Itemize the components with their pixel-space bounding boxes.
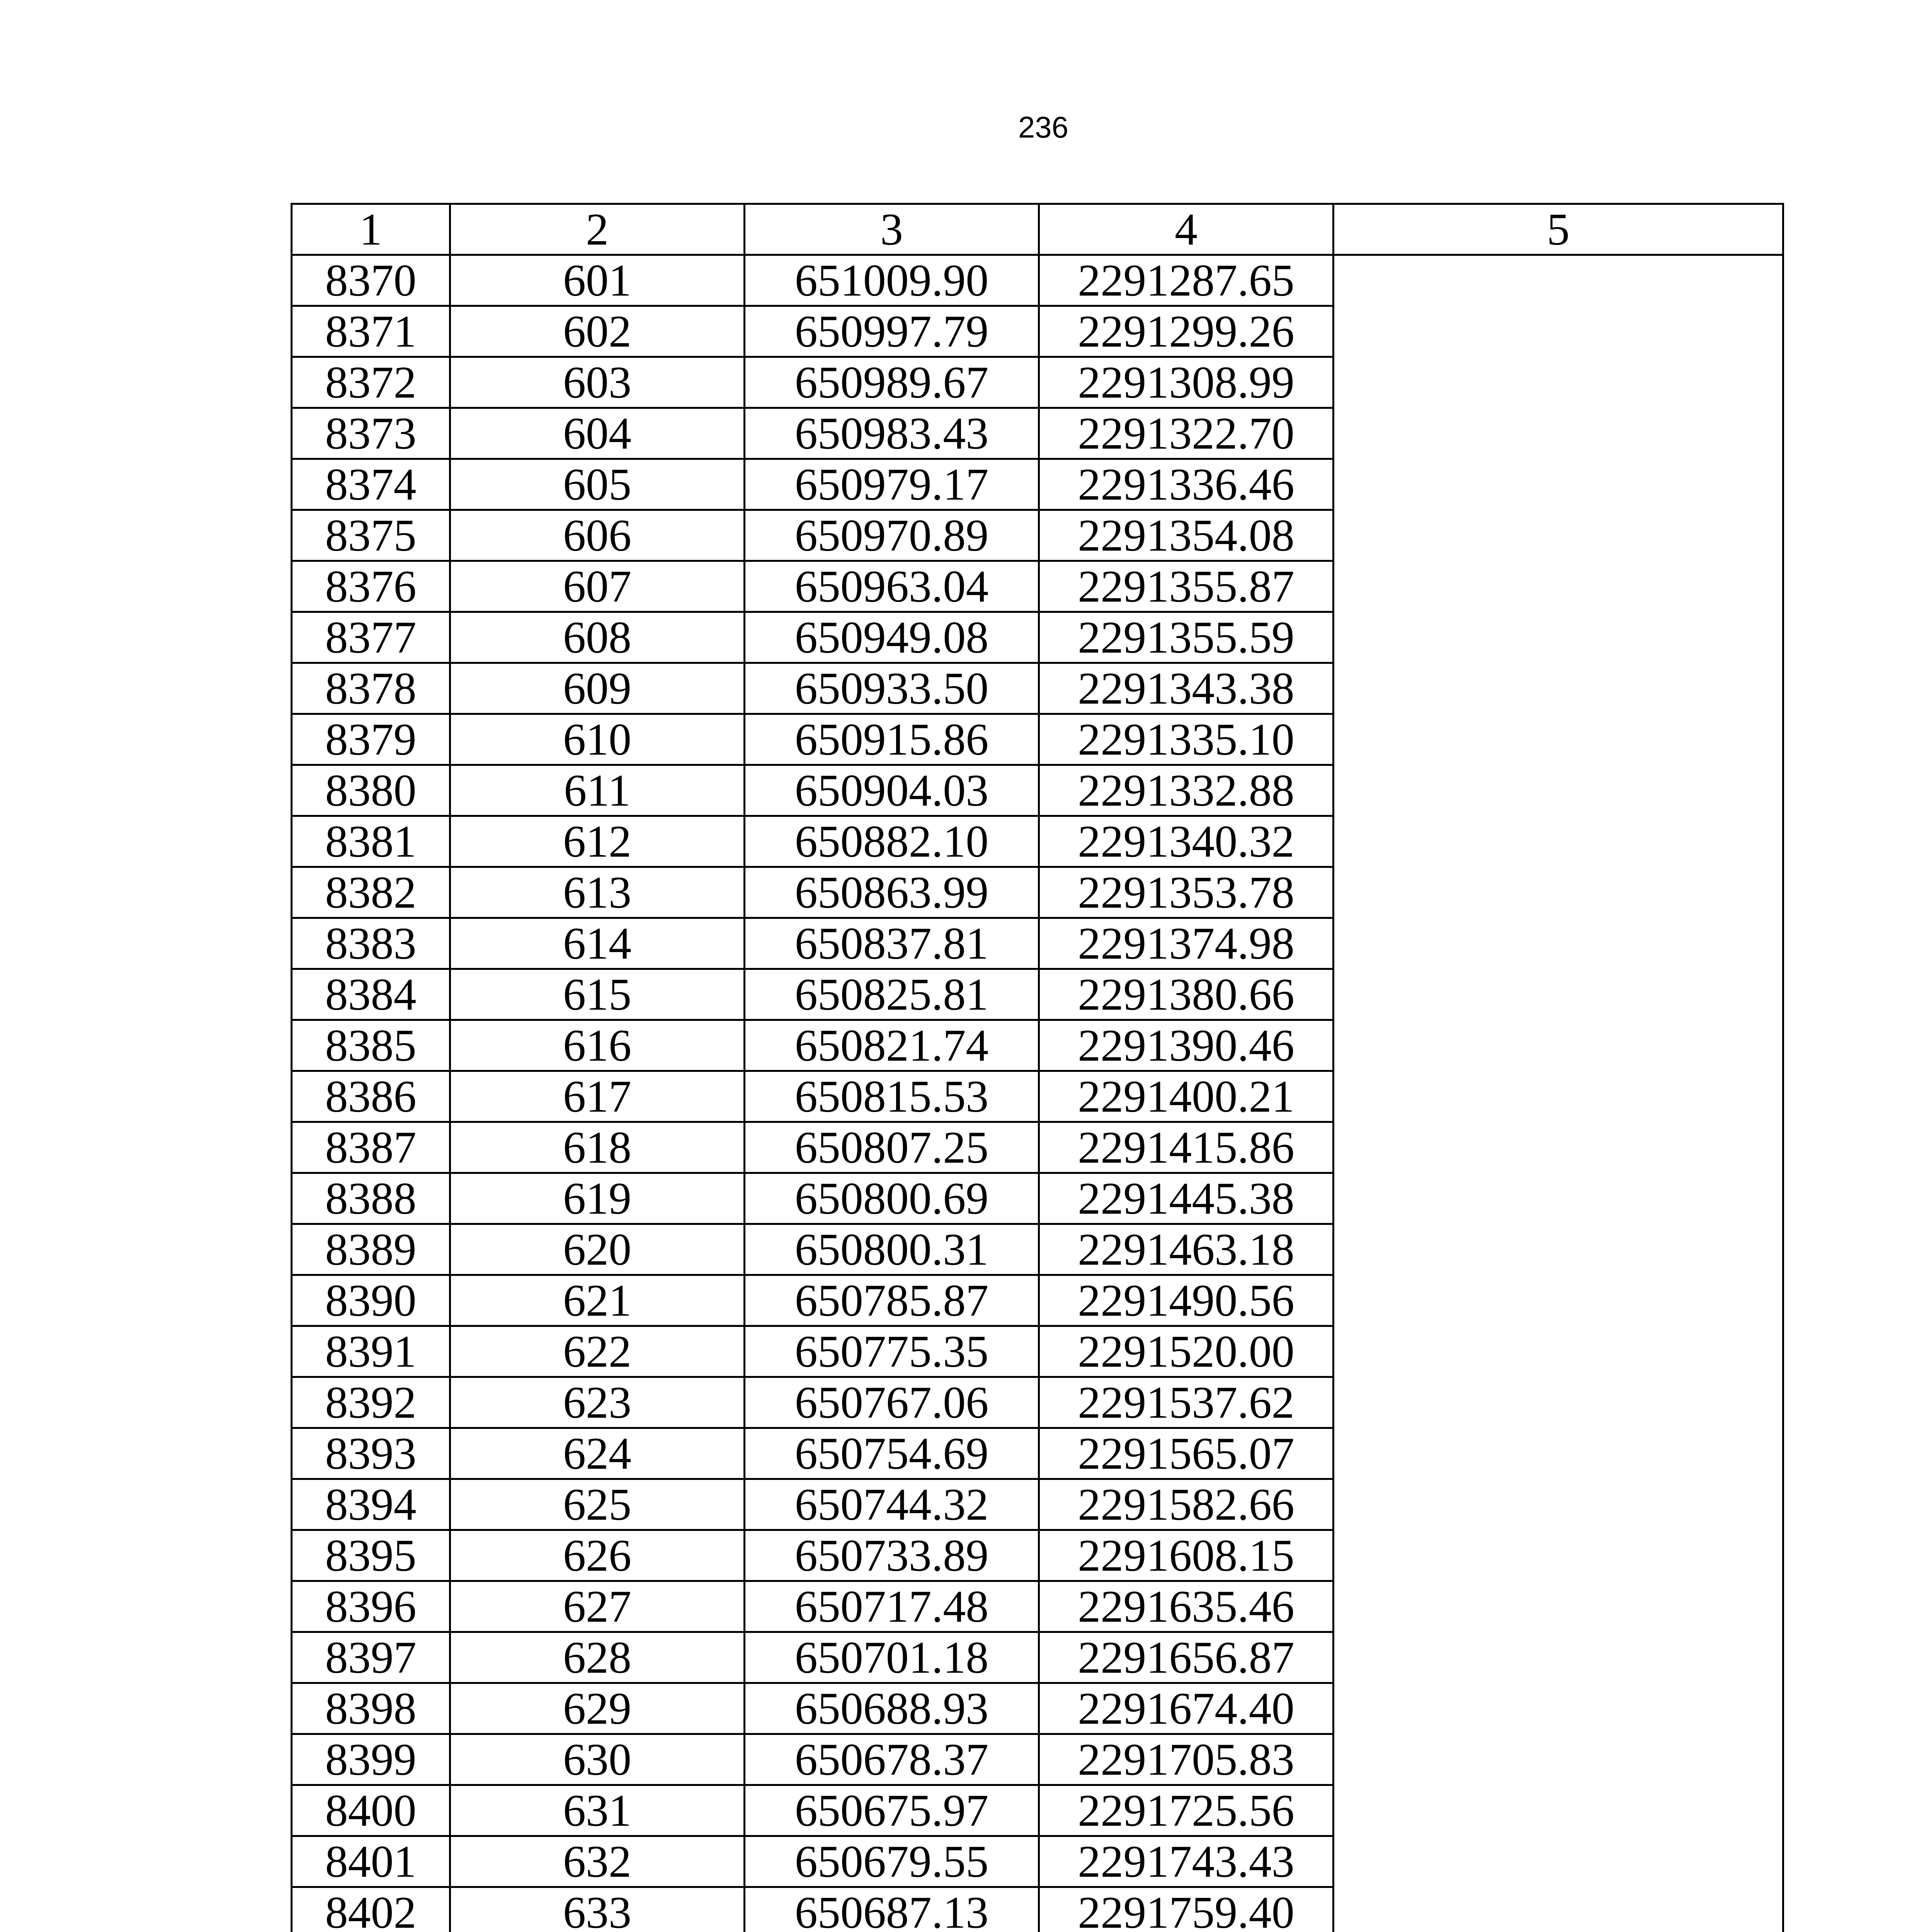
point-number-cell: 8383 bbox=[292, 918, 450, 969]
header-cell-4: 4 bbox=[1039, 204, 1334, 255]
point-number-cell: 8399 bbox=[292, 1734, 450, 1785]
station-number-cell: 621 bbox=[450, 1275, 745, 1326]
table-header-row bbox=[292, 204, 1783, 255]
page-number: 236 bbox=[1018, 110, 1069, 144]
station-number-cell: 615 bbox=[450, 969, 745, 1020]
station-number-cell: 606 bbox=[450, 510, 745, 561]
x-coordinate-cell: 650807.25 bbox=[745, 1122, 1039, 1173]
y-coordinate-cell: 2291287.65 bbox=[1039, 255, 1334, 306]
x-coordinate-cell: 650754.69 bbox=[745, 1428, 1039, 1479]
point-number-cell: 8376 bbox=[292, 561, 450, 612]
x-coordinate-cell: 650688.93 bbox=[745, 1683, 1039, 1734]
station-number-cell: 622 bbox=[450, 1326, 745, 1377]
x-coordinate-cell: 650933.50 bbox=[745, 663, 1039, 714]
station-number-cell: 616 bbox=[450, 1020, 745, 1071]
point-number-cell: 8372 bbox=[292, 357, 450, 408]
x-coordinate-cell: 650915.86 bbox=[745, 714, 1039, 765]
point-number-cell: 8378 bbox=[292, 663, 450, 714]
x-coordinate-cell: 650800.31 bbox=[745, 1224, 1039, 1275]
station-number-cell: 626 bbox=[450, 1530, 745, 1581]
station-number-cell: 605 bbox=[450, 459, 745, 510]
point-number-cell: 8392 bbox=[292, 1377, 450, 1428]
y-coordinate-cell: 2291335.10 bbox=[1039, 714, 1334, 765]
station-number-cell: 612 bbox=[450, 816, 745, 867]
point-number-cell: 8387 bbox=[292, 1122, 450, 1173]
y-coordinate-cell: 2291355.59 bbox=[1039, 612, 1334, 663]
station-number-cell: 629 bbox=[450, 1683, 745, 1734]
point-number-cell: 8381 bbox=[292, 816, 450, 867]
x-coordinate-cell: 650785.87 bbox=[745, 1275, 1039, 1326]
x-coordinate-cell: 650882.10 bbox=[745, 816, 1039, 867]
point-number-cell: 8391 bbox=[292, 1326, 450, 1377]
station-number-cell: 619 bbox=[450, 1173, 745, 1224]
table-row bbox=[292, 255, 1783, 306]
y-coordinate-cell: 2291705.83 bbox=[1039, 1734, 1334, 1785]
header-cell-5: 5 bbox=[1334, 204, 1783, 255]
y-coordinate-cell: 2291343.38 bbox=[1039, 663, 1334, 714]
x-coordinate-cell: 650821.74 bbox=[745, 1020, 1039, 1071]
y-coordinate-cell: 2291445.38 bbox=[1039, 1173, 1334, 1224]
point-number-cell: 8380 bbox=[292, 765, 450, 816]
y-coordinate-cell: 2291380.66 bbox=[1039, 969, 1334, 1020]
station-number-cell: 602 bbox=[450, 306, 745, 357]
x-coordinate-cell: 650701.18 bbox=[745, 1632, 1039, 1683]
x-coordinate-cell: 650717.48 bbox=[745, 1581, 1039, 1632]
station-number-cell: 633 bbox=[450, 1887, 745, 1932]
y-coordinate-cell: 2291299.26 bbox=[1039, 306, 1334, 357]
station-number-cell: 613 bbox=[450, 867, 745, 918]
station-number-cell: 603 bbox=[450, 357, 745, 408]
y-coordinate-cell: 2291415.86 bbox=[1039, 1122, 1334, 1173]
x-coordinate-cell: 650744.32 bbox=[745, 1479, 1039, 1530]
y-coordinate-cell: 2291353.78 bbox=[1039, 867, 1334, 918]
y-coordinate-cell: 2291725.56 bbox=[1039, 1785, 1334, 1836]
station-number-cell: 625 bbox=[450, 1479, 745, 1530]
station-number-cell: 624 bbox=[450, 1428, 745, 1479]
x-coordinate-cell: 650767.06 bbox=[745, 1377, 1039, 1428]
station-number-cell: 617 bbox=[450, 1071, 745, 1122]
header-cell-2: 2 bbox=[450, 204, 745, 255]
y-coordinate-cell: 2291656.87 bbox=[1039, 1632, 1334, 1683]
x-coordinate-cell: 650863.99 bbox=[745, 867, 1039, 918]
y-coordinate-cell: 2291674.40 bbox=[1039, 1683, 1334, 1734]
station-number-cell: 627 bbox=[450, 1581, 745, 1632]
y-coordinate-cell: 2291582.66 bbox=[1039, 1479, 1334, 1530]
y-coordinate-cell: 2291565.07 bbox=[1039, 1428, 1334, 1479]
header-cell-1: 1 bbox=[292, 204, 450, 255]
point-number-cell: 8385 bbox=[292, 1020, 450, 1071]
point-number-cell: 8401 bbox=[292, 1836, 450, 1887]
y-coordinate-cell: 2291463.18 bbox=[1039, 1224, 1334, 1275]
point-number-cell: 8396 bbox=[292, 1581, 450, 1632]
x-coordinate-cell: 650979.17 bbox=[745, 459, 1039, 510]
station-number-cell: 618 bbox=[450, 1122, 745, 1173]
y-coordinate-cell: 2291355.87 bbox=[1039, 561, 1334, 612]
x-coordinate-cell: 650733.89 bbox=[745, 1530, 1039, 1581]
point-number-cell: 8375 bbox=[292, 510, 450, 561]
point-number-cell: 8370 bbox=[292, 255, 450, 306]
station-number-cell: 607 bbox=[450, 561, 745, 612]
point-number-cell: 8377 bbox=[292, 612, 450, 663]
point-number-cell: 8373 bbox=[292, 408, 450, 459]
station-number-cell: 608 bbox=[450, 612, 745, 663]
station-number-cell: 623 bbox=[450, 1377, 745, 1428]
y-coordinate-cell: 2291743.43 bbox=[1039, 1836, 1334, 1887]
point-number-cell: 8382 bbox=[292, 867, 450, 918]
point-number-cell: 8402 bbox=[292, 1887, 450, 1932]
y-coordinate-cell: 2291490.56 bbox=[1039, 1275, 1334, 1326]
x-coordinate-cell: 650989.67 bbox=[745, 357, 1039, 408]
point-number-cell: 8398 bbox=[292, 1683, 450, 1734]
station-number-cell: 610 bbox=[450, 714, 745, 765]
station-number-cell: 601 bbox=[450, 255, 745, 306]
x-coordinate-cell: 650997.79 bbox=[745, 306, 1039, 357]
y-coordinate-cell: 2291635.46 bbox=[1039, 1581, 1334, 1632]
y-coordinate-cell: 2291400.21 bbox=[1039, 1071, 1334, 1122]
header-cell-3: 3 bbox=[745, 204, 1039, 255]
x-coordinate-cell: 651009.90 bbox=[745, 255, 1039, 306]
y-coordinate-cell: 2291322.70 bbox=[1039, 408, 1334, 459]
point-number-cell: 8400 bbox=[292, 1785, 450, 1836]
point-number-cell: 8384 bbox=[292, 969, 450, 1020]
y-coordinate-cell: 2291390.46 bbox=[1039, 1020, 1334, 1071]
point-number-cell: 8379 bbox=[292, 714, 450, 765]
x-coordinate-cell: 650970.89 bbox=[745, 510, 1039, 561]
station-number-cell: 631 bbox=[450, 1785, 745, 1836]
y-coordinate-cell: 2291332.88 bbox=[1039, 765, 1334, 816]
point-number-cell: 8371 bbox=[292, 306, 450, 357]
coordinates-table bbox=[291, 203, 1784, 1932]
x-coordinate-cell: 650815.53 bbox=[745, 1071, 1039, 1122]
x-coordinate-cell: 650963.04 bbox=[745, 561, 1039, 612]
point-number-cell: 8394 bbox=[292, 1479, 450, 1530]
point-number-cell: 8388 bbox=[292, 1173, 450, 1224]
x-coordinate-cell: 650983.43 bbox=[745, 408, 1039, 459]
x-coordinate-cell: 650949.08 bbox=[745, 612, 1039, 663]
x-coordinate-cell: 650675.97 bbox=[745, 1785, 1039, 1836]
column-5-empty-cell bbox=[1334, 255, 1783, 1932]
x-coordinate-cell: 650904.03 bbox=[745, 765, 1039, 816]
point-number-cell: 8389 bbox=[292, 1224, 450, 1275]
y-coordinate-cell: 2291759.40 bbox=[1039, 1887, 1334, 1932]
point-number-cell: 8395 bbox=[292, 1530, 450, 1581]
y-coordinate-cell: 2291308.99 bbox=[1039, 357, 1334, 408]
x-coordinate-cell: 650678.37 bbox=[745, 1734, 1039, 1785]
y-coordinate-cell: 2291340.32 bbox=[1039, 816, 1334, 867]
station-number-cell: 628 bbox=[450, 1632, 745, 1683]
station-number-cell: 630 bbox=[450, 1734, 745, 1785]
station-number-cell: 609 bbox=[450, 663, 745, 714]
x-coordinate-cell: 650825.81 bbox=[745, 969, 1039, 1020]
station-number-cell: 604 bbox=[450, 408, 745, 459]
y-coordinate-cell: 2291520.00 bbox=[1039, 1326, 1334, 1377]
x-coordinate-cell: 650837.81 bbox=[745, 918, 1039, 969]
station-number-cell: 611 bbox=[450, 765, 745, 816]
point-number-cell: 8386 bbox=[292, 1071, 450, 1122]
table-body bbox=[292, 255, 1783, 1932]
point-number-cell: 8393 bbox=[292, 1428, 450, 1479]
x-coordinate-cell: 650687.13 bbox=[745, 1887, 1039, 1932]
y-coordinate-cell: 2291354.08 bbox=[1039, 510, 1334, 561]
point-number-cell: 8397 bbox=[292, 1632, 450, 1683]
x-coordinate-cell: 650679.55 bbox=[745, 1836, 1039, 1887]
y-coordinate-cell: 2291374.98 bbox=[1039, 918, 1334, 969]
station-number-cell: 614 bbox=[450, 918, 745, 969]
point-number-cell: 8390 bbox=[292, 1275, 450, 1326]
x-coordinate-cell: 650800.69 bbox=[745, 1173, 1039, 1224]
y-coordinate-cell: 2291608.15 bbox=[1039, 1530, 1334, 1581]
station-number-cell: 632 bbox=[450, 1836, 745, 1887]
y-coordinate-cell: 2291537.62 bbox=[1039, 1377, 1334, 1428]
y-coordinate-cell: 2291336.46 bbox=[1039, 459, 1334, 510]
x-coordinate-cell: 650775.35 bbox=[745, 1326, 1039, 1377]
point-number-cell: 8374 bbox=[292, 459, 450, 510]
station-number-cell: 620 bbox=[450, 1224, 745, 1275]
